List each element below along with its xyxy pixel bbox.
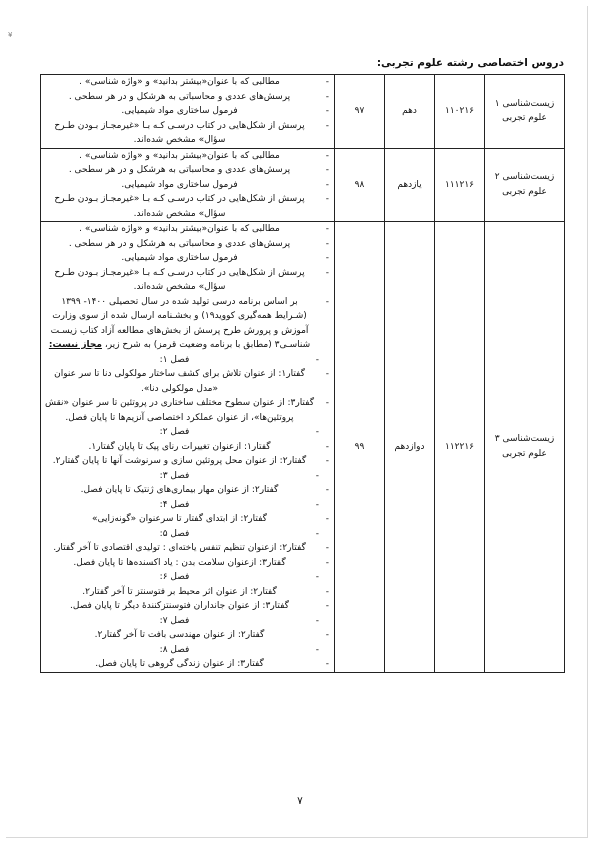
not-allowed-label: مجاز نیست: [48,340,102,350]
chapter-line: - گفتار۳: از عنوان سطوح مختلف ساختاری در پروتئین تا سر عنوان «نقش پروتئین‌ها»، از عنوان عملکرد اختصاصی آنزیم‌ها تا پایان فصل. [44,396,331,425]
course-name-cell: زیست‌شناسی ۱ علوم تجربی [485,75,565,149]
list-item: - پرسش از شکل‌هایی در کتاب درسـی کـه بـا «غیرمجـاز بـودن طـرح سؤال» مشخص شده‌اند. [44,119,331,148]
chapter-line: - گفتار۱: ازعنوان تغییرات رنای پیک تا پایان گفتار۱. [44,440,331,455]
chapter-title: فصل ۷: [159,615,190,626]
chapter-item [44,614,331,629]
year-cell: ۹۹ [335,222,385,673]
chapter-line: - گفتار۲: از عنوان مهار بیماری‌های ژنتیک تا پایان فصل. [44,483,331,498]
note-text: بر اساس برنامه درسی تولید شده در سال تحصیلی ۱۴۰۰- ۱۳۹۹ (شـرایط همه‌گیری کووید۱۹) و بخشـنامه ارسال شده از سوی وزارت آموزش و پرورش طرح پرسش از بخش‌های مطالعه آزاد کتاب زیسـت شناسـی۳ (مطابق با برنامه وضعیت قرمز) به شرح زیر، [50,296,311,350]
list-item: - فرمول ساختاری مواد شیمیایی. [44,104,331,119]
course-name-cell: زیست‌شناسی ۳ علوم تجربی [485,222,565,673]
course-code-cell: ۱۱۰۲۱۶ [435,75,485,149]
page-number: ۷ [297,795,303,807]
chapter-title: فصل ۸: [159,644,190,655]
list-item: - پرسش‌های عددی و محاسباتی به هرشکل و در هر سطحی . [44,237,331,252]
corner-mark: ¥ [8,31,13,39]
chapter-title: فصل ۳: [159,470,190,481]
list-item: - پرسش‌های عددی و محاسباتی به هرشکل و در هر سطحی . [44,90,331,105]
description-cell [41,148,335,222]
note-item [44,295,331,353]
chapter-line: - گفتار۲: از ابتدای گفتار تا سرعنوان «گونه‌زایی» [44,512,331,527]
description-cell [41,75,335,149]
year-cell: ۹۸ [335,148,385,222]
year-cell: ۹۷ [335,75,385,149]
chapter-item [44,425,331,440]
list-item: - مطالبی که با عنوان«بیشتر بدانید» و «واژه شناسی» . [44,149,331,164]
chapter-title: فصل ۴: [159,499,190,510]
chapter-line: - گفتار۲: از عنوان مهندسی بافت تا آخر گفتار۲. [44,628,331,643]
chapter-line: - گفتار۲: از عنوان اثر محیط بر فتوسنتز تا آخر گفتار۲. [44,585,331,600]
list-item: - پرسش از شکل‌هایی در کتاب درسـی کـه بـا «غیرمجـاز بـودن طـرح سؤال» مشخص شده‌اند. [44,192,331,221]
grade-cell: یازدهم [385,148,435,222]
chapter-title: فصل ۶: [159,572,190,582]
list-item: - فرمول ساختاری مواد شیمیایی. [44,251,331,266]
table-row [41,75,565,149]
chapter-title: فصل ۵: [159,528,190,539]
chapter-item [44,643,331,658]
list-item: - پرسش‌های عددی و محاسباتی به هرشکل و در هر سطحی . [44,163,331,178]
chapter-line: - گفتار۲: ازعنوان تنظیم تنفس یاخته‌ای : تولیدی اقتصادی تا آخر گفتار. [44,541,331,556]
list-item: - پرسش از شکل‌هایی در کتاب درسـی کـه بـا «غیرمجـاز بـودن طـرح سؤال» مشخص شده‌اند. [44,266,331,295]
chapter-item [44,527,331,542]
chapter-item [44,498,331,513]
chapter-item [44,469,331,484]
chapter-title: فصل ۱: [159,354,190,365]
courses-table [40,74,565,673]
grade-cell: دوازدهم [385,222,435,673]
table-row [41,222,565,673]
chapter-line: - گفتار۳: از عنوان زندگی گروهی تا پایان فصل. [44,657,331,672]
chapter-line: - گفتار۳: ازعنوان سلامت بدن : یاد اکسنده‌ها تا پایان فصل. [44,556,331,571]
chapter-line: - گفتار۱: از عنوان تلاش برای کشف ساختار مولکولی دنا تا سر عنوان «مدل مولکولی دنا». [44,367,331,396]
course-code-cell: ۱۱۱۲۱۶ [435,148,485,222]
list-item: - مطالبی که با عنوان«بیشتر بدانید» و «واژه شناسی» . [44,222,331,237]
course-name-cell: زیست‌شناسی ۲ علوم تجربی [485,148,565,222]
chapter-item [44,570,331,585]
grade-cell: دهم [385,75,435,149]
section-heading: دروس اختصاصی رشته علوم تجربی: [376,57,564,69]
description-cell [41,222,335,673]
course-code-cell: ۱۱۲۲۱۶ [435,222,485,673]
chapter-line: - گفتار۳: از عنوان جانداران فتوسنتزکنندهٔ دیگر تا پایان فصل. [44,599,331,614]
table-row [41,148,565,222]
chapter-title: فصل ۲: [159,427,190,437]
list-item: - فرمول ساختاری مواد شیمیایی. [44,178,331,193]
list-item: - مطالبی که با عنوان«بیشتر بدانید» و «واژه شناسی» . [44,75,331,90]
chapter-line: - گفتار۲: از عنوان محل پروتئین سازی و سرنوشت آنها تا پایان گفتار۲. [44,454,331,469]
chapter-item [44,353,331,368]
